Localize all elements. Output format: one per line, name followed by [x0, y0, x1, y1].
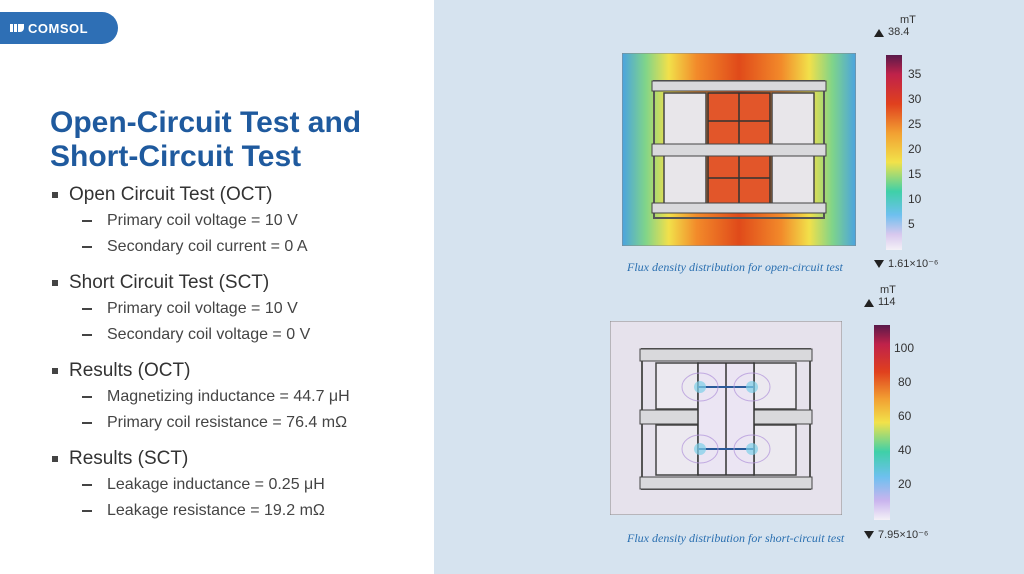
- colorbar-2: [874, 325, 890, 520]
- sub-bullet-item: Secondary coil voltage = 0 V: [50, 322, 430, 348]
- tick-label: 20: [898, 477, 912, 491]
- max-arrow-icon: [874, 29, 884, 37]
- caption-open-circuit: Flux density distribution for open-circuit test: [627, 260, 843, 274]
- unit-label-1: mT: [900, 14, 916, 26]
- tick-label: 15: [908, 167, 922, 181]
- bullet-item: Short Circuit Test (SCT): [50, 270, 430, 296]
- unit-label-2: mT: [880, 284, 896, 296]
- max-value-1: 38.4: [888, 26, 910, 38]
- min-value-1: 1.61×10⁻⁶: [888, 258, 939, 270]
- title-line-1: Open-Circuit Test and: [50, 106, 362, 139]
- sub-bullet-item: Primary coil voltage = 10 V: [50, 296, 430, 322]
- caption-short-circuit: Flux density distribution for short-circuit test: [627, 531, 845, 545]
- comsol-logo-icon: [10, 23, 24, 33]
- sub-bullet-item: Leakage resistance = 19.2 mΩ: [50, 498, 430, 524]
- bullet-group-sct: [50, 270, 430, 348]
- bullet-item: Results (SCT): [50, 446, 430, 472]
- max-arrow-icon: [864, 299, 874, 307]
- bullet-list: [50, 182, 430, 534]
- title-line-2: Short-Circuit Test: [50, 140, 302, 173]
- tick-label: 20: [908, 142, 922, 156]
- tick-label: 25: [908, 117, 922, 131]
- min-arrow-icon: [874, 260, 884, 268]
- tick-label: 30: [908, 92, 922, 106]
- sub-bullet-item: Primary coil voltage = 10 V: [50, 208, 430, 234]
- tick-label: 40: [898, 443, 912, 457]
- figure-panel: [434, 0, 1024, 574]
- bullet-group-oct: [50, 182, 430, 260]
- slide-title: [50, 106, 430, 174]
- tick-label: 80: [898, 375, 912, 389]
- open-circuit-flux-plot: [622, 53, 856, 246]
- logo-text: COMSOL: [28, 20, 89, 36]
- sub-bullet-item: Magnetizing inductance = 44.7 μH: [50, 384, 430, 410]
- colorbar-1: [886, 55, 902, 250]
- sub-bullet-item: Primary coil resistance = 76.4 mΩ: [50, 410, 430, 436]
- sub-bullet-item: Leakage inductance = 0.25 μH: [50, 472, 430, 498]
- bullet-group-results-oct: [50, 358, 430, 436]
- tick-label: 5: [908, 217, 915, 231]
- tick-label: 100: [894, 341, 915, 355]
- min-arrow-icon: [864, 531, 874, 539]
- max-value-2: 114: [878, 296, 896, 308]
- comsol-logo: [0, 12, 118, 44]
- tick-label: 60: [898, 409, 912, 423]
- tick-label: 35: [908, 67, 922, 81]
- tick-label: 10: [908, 192, 922, 206]
- sub-bullet-item: Secondary coil current = 0 A: [50, 234, 430, 260]
- bullet-item: Open Circuit Test (OCT): [50, 182, 430, 208]
- short-circuit-flux-plot: [610, 321, 842, 515]
- bullet-group-results-sct: [50, 446, 430, 524]
- min-value-2: 7.95×10⁻⁶: [878, 529, 929, 541]
- bullet-item: Results (OCT): [50, 358, 430, 384]
